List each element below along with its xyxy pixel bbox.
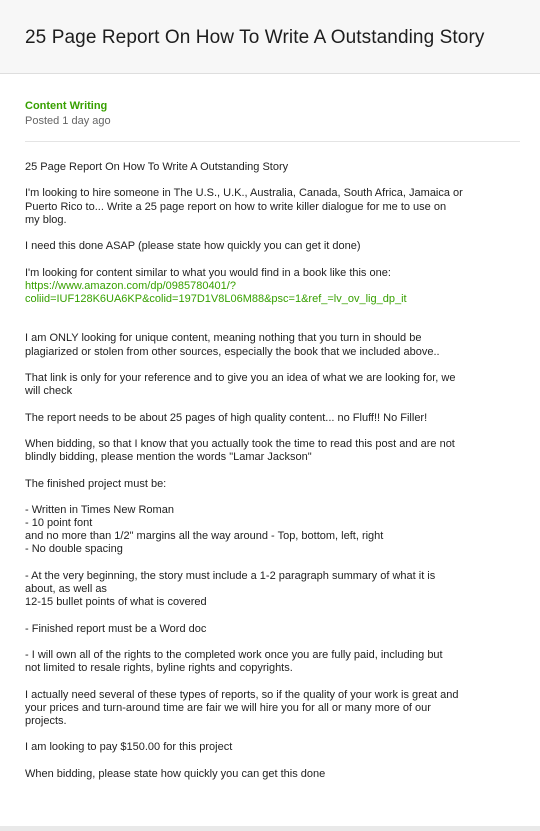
- job-description: [25, 161, 525, 781]
- description-line: Puerto Rico to... Write a 25 page report on how to write killer dialogue for me to use on: [25, 200, 447, 213]
- description-line: projects.: [25, 714, 67, 727]
- bottom-edge: [0, 826, 540, 831]
- description-line: - Finished report must be a Word doc: [25, 622, 207, 635]
- description-line: blindly bidding, please mention the words "Lamar Jackson": [25, 451, 312, 464]
- description-line: The finished project must be:: [25, 477, 167, 490]
- description-line: I need this done ASAP (please state how quickly you can get it done): [25, 240, 361, 253]
- description-line: When bidding, please state how quickly you can get this done: [25, 767, 326, 780]
- description-line: That link is only for your reference and to give you an idea of what we are looking for, we: [25, 372, 456, 384]
- description-line: your prices and turn-around time are fair we will hire you for all or many more of our: [25, 701, 431, 714]
- description-line: and no more than 1/2" margins all the way around - Top, bottom, left, right: [25, 530, 384, 543]
- job-title: 25 Page Report On How To Write A Outstanding Story: [25, 27, 485, 48]
- description-line: The report needs to be about 25 pages of high quality content... no Fluff!! No Filler!: [25, 411, 428, 424]
- job-meta: [25, 99, 111, 129]
- description-line: When bidding, so that I know that you actually took the time to read this post and are not: [25, 437, 455, 450]
- job-category[interactable]: Content Writing: [25, 100, 108, 112]
- description-line: I'm looking for content similar to what you would find in a book like this one:: [25, 266, 391, 279]
- description-line: will check: [25, 385, 73, 398]
- description-line: - Written in Times New Roman: [25, 503, 174, 516]
- job-header: [0, 0, 540, 74]
- description-line: I actually need several of these types of reports, so if the quality of your work is great and: [25, 688, 459, 701]
- posted-time: Posted 1 day ago: [25, 115, 111, 127]
- description-line: I am looking to pay $150.00 for this project: [25, 741, 233, 754]
- description-line: I'm looking to hire someone in The U.S., U.K., Australia, Canada, South Africa, Jamaica or: [25, 187, 463, 200]
- description-line: - At the very beginning, the story must include a 1-2 paragraph summary of what it is: [25, 569, 436, 582]
- description-line: - I will own all of the rights to the completed work once you are fully paid, including but: [25, 648, 443, 661]
- description-line: 12-15 bullet points of what is covered: [25, 596, 207, 609]
- description-line: - No double spacing: [25, 543, 123, 556]
- description-line: about, as well as: [25, 583, 107, 595]
- reference-link[interactable]: https://www.amazon.com/dp/0985780401/?: [25, 279, 236, 292]
- description-line: 25 Page Report On How To Write A Outstanding Story: [25, 161, 289, 173]
- divider: [25, 141, 520, 142]
- reference-link-continued[interactable]: coliid=IUF128K6UA6KP&colid=197D1V8L06M88&psc=1&ref_=lv_ov_lig_dp_it: [25, 292, 407, 305]
- description-line: not limited to resale rights, byline rights and copyrights.: [25, 662, 293, 675]
- description-line: I am ONLY looking for unique content, meaning nothing that you turn in should be: [25, 332, 422, 345]
- description-line: plagiarized or stolen from other sources, especially the book that we included above..: [25, 345, 440, 358]
- description-line: - 10 point font: [25, 517, 93, 530]
- description-line: my blog.: [25, 213, 67, 226]
